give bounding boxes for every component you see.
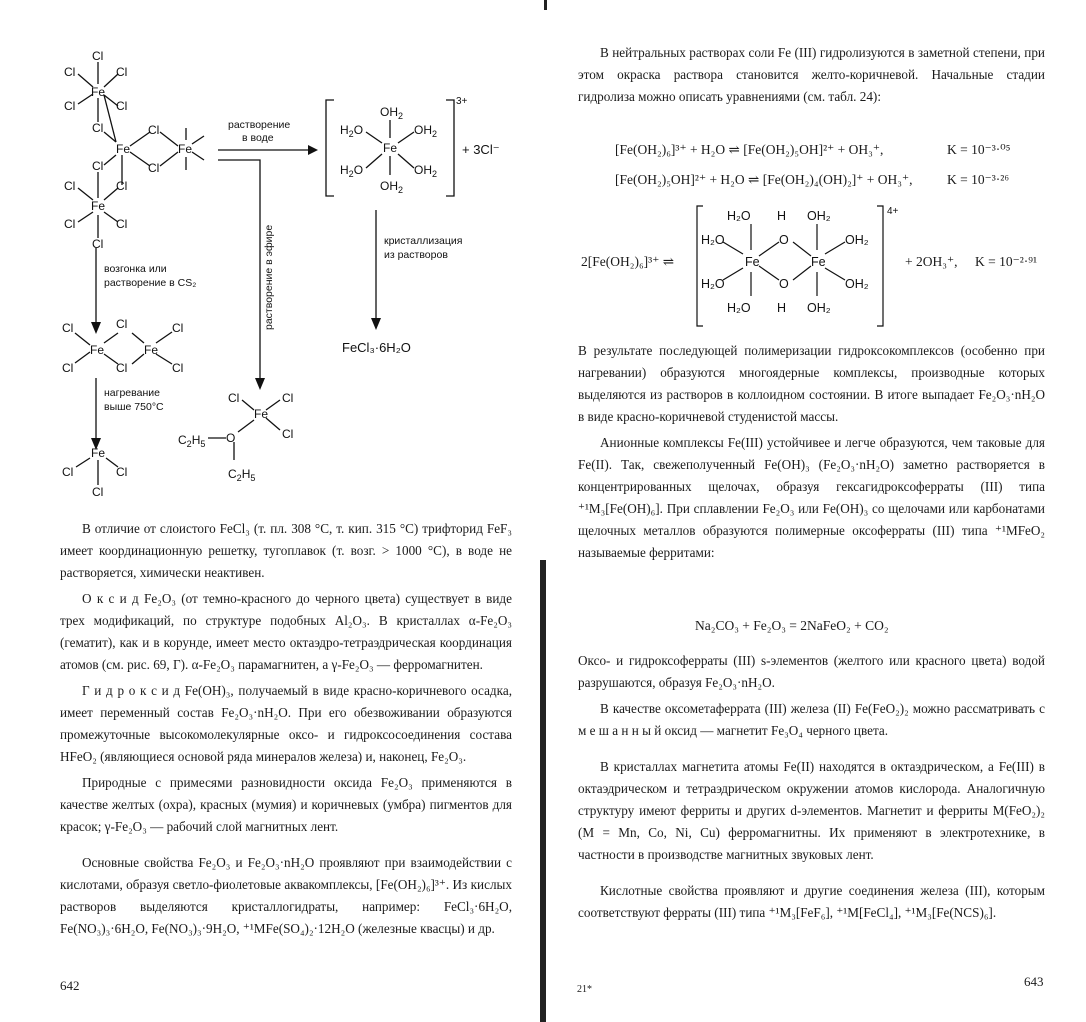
paragraph: В качестве оксометаферрата (III) железа (II) Fe(FeO₂)₂ можно рассматривать с м е ш а н н ы й оксид — магнетит Fe₃O₄ черного цвета. — [578, 701, 1045, 738]
paragraph: Кислотные свойства проявляют и другие соединения железа (III), которым соответствуют ферраты (III) типа ⁺¹M₃[FeF₆], ⁺¹M[FeCl₄], ⁺¹M₃[Fe(NCS)₆]. — [578, 883, 1045, 920]
svg-text:Cl: Cl — [116, 317, 128, 331]
dinuclear-complex — [693, 200, 913, 332]
right-text-block-2 — [578, 650, 1045, 928]
left-page-text — [60, 518, 512, 944]
paragraph: Природные с примесями разновидности оксида Fe₂O₃ применяются в качестве желтых (охра), красных (мумия) и коричневых (умбра) пигментов для красок; γ-Fe₂O₃ — рабочий слой магнитных лент. — [60, 775, 512, 834]
paragraph: Оксо- и гидроксоферраты (III) s-элементов (желтого или красного цвета) водой разрушаются, образуя Fe₂O₃·nH₂O. — [578, 653, 1045, 690]
svg-text:Fe: Fe — [91, 446, 106, 460]
equation-1-k: K = 10⁻³·⁰⁵ — [947, 142, 1011, 157]
svg-text:Cl: Cl — [282, 391, 294, 405]
complex-charge: 4+ — [887, 206, 899, 217]
arrow3-label-line1: кристаллизация — [384, 235, 463, 247]
svg-text:C2H5: $C_2H_5$ — [228, 467, 256, 483]
arrow2-label: растворение в эфире — [263, 224, 275, 330]
svg-text:Cl: Cl — [282, 427, 294, 441]
equation-3-left: 2[Fe(OH₂)₆]³⁺ ⇌ — [581, 254, 675, 269]
svg-text:Cl: Cl — [116, 217, 128, 231]
right-text-block-1 — [578, 340, 1045, 568]
svg-text:Cl: Cl — [64, 65, 76, 79]
svg-text:H2O: $H_2O$ — [340, 163, 364, 179]
arrow5-label-line2: выше 750°C — [104, 401, 164, 413]
svg-text:Cl: Cl — [116, 465, 128, 479]
svg-text:Cl: Cl — [92, 159, 104, 173]
page-number: 643 — [1024, 974, 1044, 989]
product-hydrate: FeCl₃·6H₂O — [342, 340, 411, 355]
svg-text:Fe: Fe — [745, 255, 760, 269]
svg-text:OH2: $OH_2$ — [380, 105, 404, 121]
svg-text:C2H5: $C_2H_5$ — [178, 433, 206, 449]
svg-text:Cl: Cl — [92, 237, 104, 251]
svg-text:Cl: Cl — [116, 361, 128, 375]
iron-chloride-scheme — [0, 0, 543, 510]
equation-1: [Fe(OH₂)₆]³⁺ + H₂O ⇌ [Fe(OH₂)₅OH]²⁺ + OH₃⁺, — [615, 142, 884, 157]
svg-text:Fe: Fe — [383, 141, 398, 155]
svg-text:O: O — [779, 277, 789, 291]
svg-text:Cl: Cl — [148, 161, 160, 175]
svg-text:Cl: Cl — [62, 321, 74, 335]
right-page — [543, 0, 1086, 1022]
arrow1-label-line2: в воде — [242, 132, 274, 144]
svg-text:Cl: Cl — [92, 485, 104, 499]
svg-text:Cl: Cl — [62, 361, 74, 375]
svg-text:Fe: Fe — [91, 199, 106, 213]
svg-text:OH₂: OH₂ — [807, 301, 831, 315]
svg-text:H: H — [777, 301, 787, 315]
svg-text:Cl: Cl — [116, 65, 128, 79]
equation-2-k: K = 10⁻³·²⁶ — [947, 172, 1010, 187]
paragraph: В кристаллах магнетита атомы Fe(II) находятся в октаэдрическом, а Fe(III) в октаэдрическом и тетраэдрическом окружении атомов кислорода. Аналогичную структуру имеют ферриты и других d-элементов. Магнетит и ферриты M(FeO₂)₂ (M = Mn, Co, Ni, Cu) ферромагнитны. Их применяют в электротехнике, в частности в производстве магнитных звуковых лент. — [578, 759, 1045, 862]
paragraph: В отличие от слоистого FeCl₃ (т. пл. 308 °C, т. кип. 315 °C) трифторид FeF₃ имеет координационную решетку, тугоплавок (т. возг. > 1000 °C), в воде не растворяется, химически неактивен. — [60, 521, 512, 580]
equation-3-k: K = 10⁻²·⁹¹ — [975, 254, 1038, 269]
equation-3-right: + 2OH₃⁺, — [905, 254, 958, 269]
svg-text:Cl: Cl — [64, 99, 76, 113]
arrow1-label-line1: растворение — [228, 119, 291, 131]
svg-text:Cl: Cl — [148, 123, 160, 137]
arrow4-label-line1: возгонка или — [104, 263, 167, 275]
svg-text:Cl: Cl — [172, 361, 184, 375]
svg-text:OH2: $OH_2$ — [380, 179, 404, 195]
svg-text:Fe: Fe — [144, 343, 159, 357]
svg-text:Fe: Fe — [254, 407, 269, 421]
equation-4: Na₂CO₃ + Fe₂O₃ = 2NaFeO₂ + CO₂ — [695, 618, 889, 633]
paragraph: Анионные комплексы Fe(III) устойчивее и легче образуются, чем таковые для Fe(II). Так, свежеполученный Fe(OH)₃ (Fe₂O₃·nH₂O) заметно растворяется в концентрированных щелочах, образуя гексагидроксоферраты (III) типа ⁺¹M₃[Fe(OH)₆]. При сплавлении Fe₂O₃ или Fe(OH)₃ со щелочами или карбонатами щелочных металлов образуются полимерные оксоферраты (III) типа ⁺¹MFeO₂ называемые ферритами: — [578, 435, 1045, 560]
svg-text:Fe: Fe — [178, 142, 193, 156]
paragraph: В результате последующей полимеризации гидроксокомплексов (особенно при нагревании) образуются многоядерные комплексы, производные которых выделяются из растворов в коллоидном состоянии. В итоге выпадает Fe₂O₃·nH₂O в виде красно-коричневой студенистой массы. — [578, 343, 1045, 424]
svg-text:Fe: Fe — [91, 85, 106, 99]
svg-text:OH2: $OH_2$ — [414, 163, 438, 179]
aqua-charge: 3+ — [456, 96, 468, 107]
svg-text:OH₂: OH₂ — [807, 209, 831, 223]
svg-text:H: H — [777, 209, 787, 223]
signature-mark: 21* — [577, 984, 592, 995]
arrow5-label-line1: нагревание — [104, 387, 160, 399]
svg-text:Cl: Cl — [92, 49, 104, 63]
page-number: 642 — [60, 978, 80, 993]
svg-text:O: O — [779, 233, 789, 247]
svg-text:H₂O: H₂O — [727, 301, 751, 315]
paragraph: В нейтральных растворах соли Fe (III) гидролизуются в заметной степени, при этом окраска раствора становится желто-коричневой. Начальные стадии гидролиза можно описать уравнениями (см. табл. 24): — [578, 45, 1045, 104]
arrow4-label-line2: растворение в CS₂ — [104, 277, 197, 289]
svg-text:H₂O: H₂O — [701, 277, 725, 291]
svg-text:Cl: Cl — [116, 179, 128, 193]
svg-text:Fe: Fe — [811, 255, 826, 269]
svg-text:Cl: Cl — [172, 321, 184, 335]
svg-text:Cl: Cl — [64, 217, 76, 231]
paragraph: Г и д р о к с и д Fe(OH)₃, получаемый в виде красно-коричневого осадка, имеет переменный состав Fe₂O₃·nH₂O. При его обезвоживании образуются промежуточные высокомолекулярные оксо- и гидроксосоединения состава HFeO₂ (являющиеся основой ряда минералов железа) и, наконец, Fe₂O₃. — [60, 683, 512, 764]
equation-2: [Fe(OH₂)₅OH]²⁺ + H₂O ⇌ [Fe(OH₂)₄(OH)₂]⁺ + OH₃⁺, — [615, 172, 913, 187]
svg-text:Cl: Cl — [62, 465, 74, 479]
svg-text:H₂O: H₂O — [727, 209, 751, 223]
intro-paragraph — [578, 42, 1045, 112]
svg-text:H₂O: H₂O — [701, 233, 725, 247]
svg-text:Cl: Cl — [92, 121, 104, 135]
arrow3-label-line2: из растворов — [384, 249, 448, 261]
svg-text:Fe: Fe — [90, 343, 105, 357]
svg-text:Fe: Fe — [116, 142, 131, 156]
svg-text:OH2: $OH_2$ — [414, 123, 438, 139]
svg-text:Cl: Cl — [64, 179, 76, 193]
paragraph: Основные свойства Fe₂O₃ и Fe₂O₃·nH₂O проявляют при взаимодействии с кислотами, образуя светло-фиолетовые аквакомплексы, [Fe(OH₂)₆]³⁺. Из кислых растворов выделяются кристаллогидраты, например: FeCl₃·6H₂O, Fe(NO₃)₃·6H₂O, Fe(NO₃)₃·9H₂O, ⁺¹MFe(SO₄)₂·12H₂O (железные квасцы) и др. — [60, 855, 512, 936]
svg-text:O: O — [226, 431, 236, 445]
paragraph: О к с и д Fe₂O₃ (от темно-красного до черного цвета) существует в виде трех модификаций, по структуре подобных Al₂O₃. В кристаллах α-Fe₂O₃ (гематит), как и в корунде, имеет место октаэдро-тетраэдрическая координация атомов (см. рис. 69, Г). α-Fe₂O₃ парамагнитен, а γ-Fe₂O₃ — ферромагнитен. — [60, 591, 512, 672]
svg-text:OH₂: OH₂ — [845, 277, 869, 291]
svg-text:Cl: Cl — [228, 391, 240, 405]
aqua-extra: + 3Cl⁻ — [462, 142, 500, 157]
svg-text:OH₂: OH₂ — [845, 233, 869, 247]
svg-text:H2O: $H_2O$ — [340, 123, 364, 139]
svg-text:Cl: Cl — [116, 99, 128, 113]
